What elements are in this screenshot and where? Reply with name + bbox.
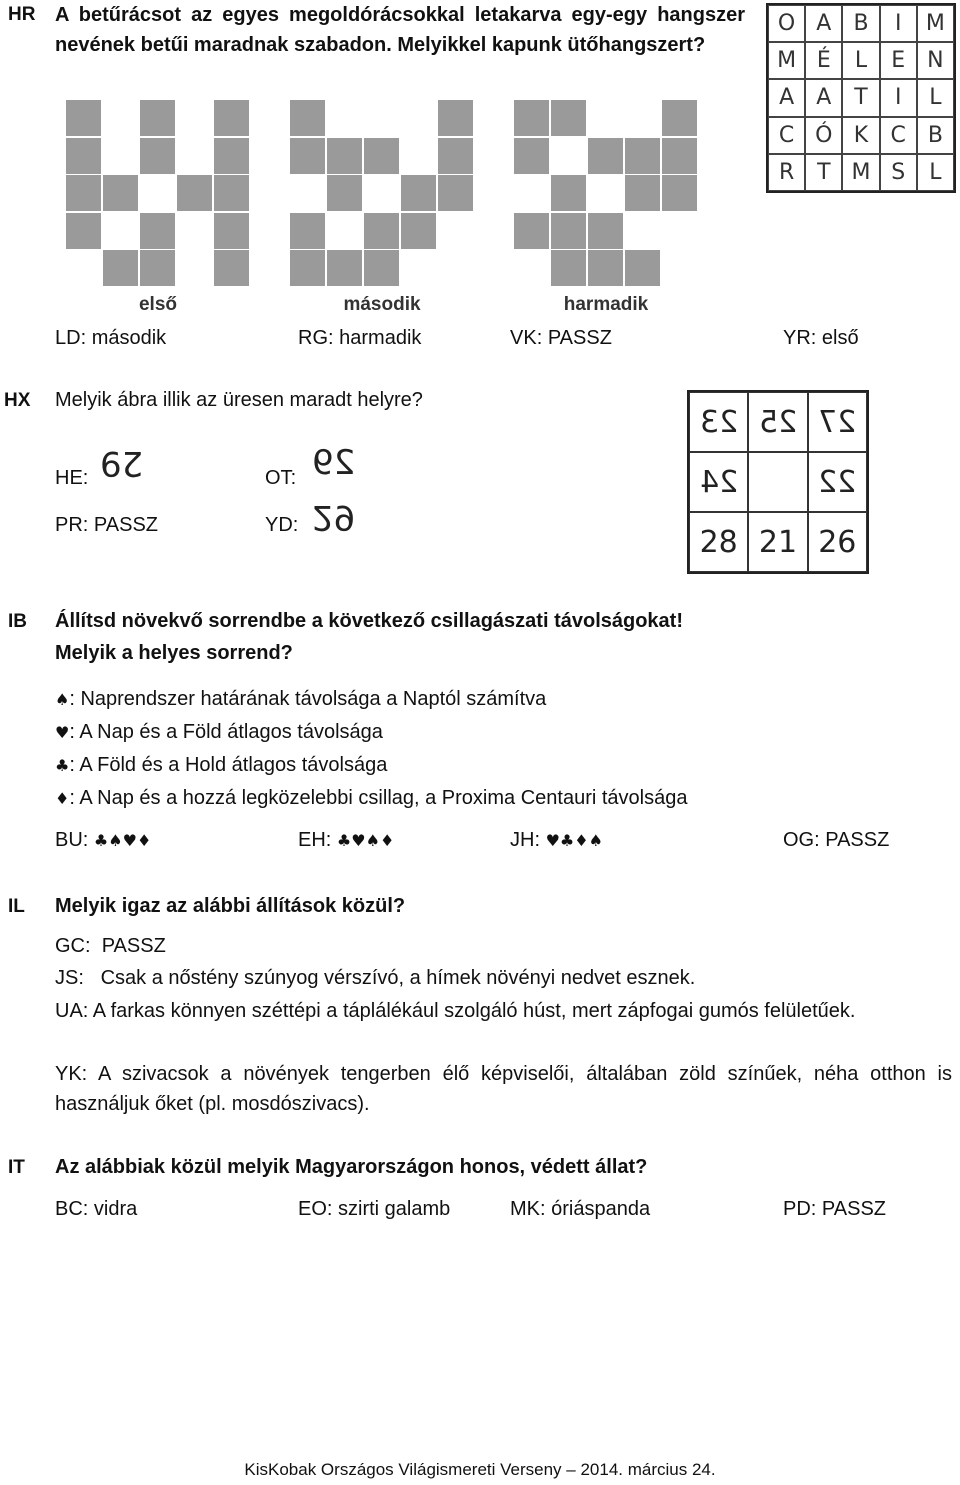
- answer-eh[interactable]: [298, 829, 394, 852]
- question-code-il: IL: [8, 896, 25, 917]
- mask-cell-open: [103, 213, 138, 249]
- letter-cell: R: [768, 154, 805, 191]
- answer-yr[interactable]: YR: első: [783, 327, 859, 349]
- letter-cell: T: [842, 79, 879, 116]
- mask-cell-covered: [214, 100, 249, 136]
- answer-og[interactable]: [783, 829, 889, 852]
- mask-cell-open: [625, 213, 660, 249]
- mask-cell-covered: [662, 100, 697, 136]
- letter-cell: L: [842, 42, 879, 79]
- letter-cell: K: [842, 117, 879, 154]
- mask-cell-open: [364, 100, 399, 136]
- answer-code: RG: [298, 327, 328, 349]
- letter-cell: L: [917, 79, 954, 116]
- letter-cell: É: [805, 42, 842, 79]
- number-cell: 25: [748, 392, 807, 452]
- mask-cell-open: [588, 175, 623, 211]
- answer-code: LD: [55, 327, 81, 349]
- mask-cell-open: [103, 138, 138, 174]
- mask-cell-covered: [214, 213, 249, 249]
- footer: KisKobak Országos Világismereti Verseny – 2014. március 24.: [244, 1460, 716, 1479]
- number-cell: 22: [808, 452, 867, 512]
- mask-grid-masodik: [290, 100, 475, 288]
- mask-cell-open: [140, 175, 175, 211]
- answer-code: PR: [55, 514, 83, 536]
- mask-cell-covered: [214, 250, 249, 286]
- mask-cell-covered: [103, 175, 138, 211]
- answer-code: PD:: [783, 1198, 817, 1220]
- mask-cell-covered: [140, 138, 175, 174]
- answer-text: szirti galamb: [338, 1198, 451, 1220]
- diamond-icon: ♦: [55, 789, 70, 808]
- number-cell: 26: [808, 512, 867, 572]
- number-cell: 21: [748, 512, 807, 572]
- letter-grid: [766, 3, 956, 193]
- answer-he-figure: 29: [100, 443, 144, 483]
- mask-cell-open: [327, 100, 362, 136]
- mask-cell-covered: [551, 250, 586, 286]
- answer-text: PASSZ: [825, 829, 890, 851]
- mask-cell-covered: [103, 250, 138, 286]
- item-text: : A Föld és a Hold átlagos távolsága: [69, 754, 388, 776]
- mask-cell-open: [364, 175, 399, 211]
- answer-code: EO:: [298, 1198, 333, 1220]
- mask-cell-open: [401, 138, 436, 174]
- answer-pd[interactable]: [783, 1198, 886, 1221]
- answer-code: JS:: [55, 967, 84, 989]
- number-cell: 27: [808, 392, 867, 452]
- mask-cell-open: [290, 175, 325, 211]
- answer-text: A farkas könnyen széttépi a táplálékául szolgáló húst, mert zápfogai gumós felületűek.: [92, 1000, 856, 1022]
- letter-cell: B: [917, 117, 954, 154]
- mask-cell-covered: [514, 138, 549, 174]
- mask-cell-covered: [66, 138, 101, 174]
- letter-cell: O: [768, 5, 805, 42]
- letter-cell: Ó: [805, 117, 842, 154]
- answer-text: Csak a nőstény szúnyog vérszívó, a hímek növényi nedvet esznek.: [100, 967, 696, 989]
- mask-cell-covered: [177, 175, 212, 211]
- answer-he[interactable]: HE:: [55, 467, 89, 489]
- answer-symbols: ♣♥♠♦: [336, 831, 395, 850]
- mask-cell-covered: [290, 213, 325, 249]
- letter-cell: B: [842, 5, 879, 42]
- mask-cell-covered: [214, 138, 249, 174]
- grid-title-masodik: második: [343, 294, 421, 315]
- mask-cell-covered: [140, 213, 175, 249]
- mask-cell-covered: [364, 250, 399, 286]
- answer-text: második: [91, 327, 167, 349]
- answer-code: VK: [510, 327, 537, 349]
- mask-cell-covered: [438, 175, 473, 211]
- answer-code: OG:: [783, 829, 820, 851]
- letter-cell: A: [805, 5, 842, 42]
- mask-cell-covered: [401, 175, 436, 211]
- mask-cell-covered: [514, 213, 549, 249]
- club-icon: ♣: [55, 756, 70, 775]
- mask-cell-covered: [625, 250, 660, 286]
- answer-text: harmadik: [339, 327, 422, 349]
- answer-code: BC:: [55, 1198, 89, 1220]
- answer-text: vidra: [93, 1198, 138, 1220]
- mask-cell-covered: [364, 213, 399, 249]
- letter-cell: A: [768, 79, 805, 116]
- mask-cell-covered: [551, 175, 586, 211]
- item-text: : Naprendszer határának távolsága a Naptól számítva: [69, 688, 547, 710]
- distance-item-spade: [55, 684, 546, 715]
- mask-cell-covered: [551, 100, 586, 136]
- distance-item-heart: [55, 717, 383, 748]
- distance-item-diamond: [55, 783, 687, 814]
- answer-text: PASSZ: [821, 1198, 886, 1220]
- answer-text: A szivacsok a növények tengerben élő képviselői, általában zöld színűek, néha otthon is használjuk őket (pl. mosdószivacs).: [55, 1063, 953, 1115]
- number-cell: 28: [689, 512, 748, 572]
- mask-cell-covered: [662, 175, 697, 211]
- answer-eo[interactable]: [298, 1198, 450, 1221]
- answer-yk[interactable]: [55, 1059, 952, 1119]
- letter-cell: C: [880, 117, 917, 154]
- answer-bu[interactable]: [55, 829, 151, 852]
- answer-yd-figure: 29: [312, 497, 356, 537]
- mask-cell-covered: [364, 138, 399, 174]
- mask-cell-open: [662, 213, 697, 249]
- answer-ld[interactable]: LD: második: [55, 327, 167, 349]
- item-text: : A Nap és a Föld átlagos távolsága: [69, 721, 383, 743]
- letter-cell: M: [768, 42, 805, 79]
- mask-cell-open: [103, 100, 138, 136]
- answer-code: JH:: [510, 829, 540, 851]
- answer-rg[interactable]: RG: harmadik: [298, 327, 422, 349]
- answer-code: YD: [265, 514, 293, 536]
- letter-cell: N: [917, 42, 954, 79]
- answer-text: PASSZ: [93, 514, 159, 536]
- mask-cell-covered: [625, 138, 660, 174]
- mask-cell-covered: [66, 175, 101, 211]
- mask-cell-covered: [290, 138, 325, 174]
- mask-cell-open: [401, 250, 436, 286]
- mask-cell-covered: [625, 175, 660, 211]
- mask-cell-covered: [438, 138, 473, 174]
- mask-cell-covered: [214, 175, 249, 211]
- mask-cell-covered: [438, 100, 473, 136]
- question-code-ib: IB: [8, 611, 27, 632]
- answer-text: PASSZ: [101, 935, 166, 957]
- letter-cell: M: [917, 5, 954, 42]
- letter-cell: L: [917, 154, 954, 191]
- mask-cell-open: [401, 100, 436, 136]
- mask-cell-open: [551, 138, 586, 174]
- question-title-il: Melyik igaz az alábbi állítások közül?: [55, 895, 406, 917]
- letter-cell: T: [805, 154, 842, 191]
- answer-text: első: [821, 327, 859, 349]
- distance-item-club: [55, 750, 387, 781]
- mask-cell-covered: [140, 250, 175, 286]
- answer-js[interactable]: [55, 967, 695, 990]
- number-cell-empty: [748, 452, 807, 512]
- mask-cell-open: [66, 250, 101, 286]
- letter-cell: A: [805, 79, 842, 116]
- answer-pr[interactable]: PR: PASSZ: [55, 514, 159, 536]
- mask-cell-covered: [290, 100, 325, 136]
- question-code-hr: HR: [8, 4, 36, 25]
- mask-cell-covered: [588, 250, 623, 286]
- answer-code: EH:: [298, 829, 332, 851]
- question-title-ib-line2: Melyik a helyes sorrend?: [55, 642, 293, 664]
- mask-cell-covered: [514, 100, 549, 136]
- question-code-it: IT: [8, 1157, 25, 1178]
- answer-code: YR: [783, 327, 811, 349]
- answer-gc[interactable]: [55, 935, 166, 958]
- answer-code: HE: [55, 467, 83, 489]
- mask-cell-open: [177, 250, 212, 286]
- letter-cell: I: [880, 79, 917, 116]
- grid-title-elso: első: [138, 294, 178, 315]
- mask-cell-open: [327, 213, 362, 249]
- answer-code: YK:: [55, 1063, 88, 1085]
- item-text: : A Nap és a hozzá legközelebbi csillag, a Proxima Centauri távolsága: [69, 787, 688, 809]
- answer-ot[interactable]: OT:: [265, 467, 297, 489]
- answer-code: GC:: [55, 935, 91, 957]
- mask-grid-harmadik: [514, 100, 699, 288]
- spade-icon: ♠: [55, 690, 70, 709]
- mask-cell-open: [177, 213, 212, 249]
- mask-cell-open: [177, 100, 212, 136]
- mask-cell-covered: [66, 213, 101, 249]
- number-cell: 24: [689, 452, 748, 512]
- question-title-ib-line1: Állítsd növekvő sorrendbe a következő csillagászati távolságokat!: [55, 610, 683, 632]
- answer-symbols: ♣♠♥♦: [93, 831, 152, 850]
- letter-cell: E: [880, 42, 917, 79]
- mask-cell-open: [438, 213, 473, 249]
- mask-cell-covered: [401, 213, 436, 249]
- answer-text: óriáspanda: [551, 1198, 651, 1220]
- answer-code: BU:: [55, 829, 89, 851]
- question-text-hr: A betűrácsot az egyes megoldórácsokkal letakarva egy-egy hangszer nevének betűi maradnak szabadon. Melyikkel kapunk ütőhangszert?: [55, 4, 745, 56]
- mask-cell-covered: [290, 250, 325, 286]
- mask-cell-open: [514, 175, 549, 211]
- mask-cell-open: [662, 250, 697, 286]
- answer-code: OT: [265, 467, 291, 489]
- answer-mk[interactable]: [510, 1198, 650, 1221]
- answer-code: UA:: [55, 1000, 89, 1022]
- letter-cell: M: [842, 154, 879, 191]
- answer-code: MK:: [510, 1198, 546, 1220]
- answer-ua[interactable]: [55, 996, 952, 1026]
- mask-cell-open: [177, 138, 212, 174]
- letter-cell: C: [768, 117, 805, 154]
- mask-cell-covered: [327, 175, 362, 211]
- mask-cell-covered: [66, 100, 101, 136]
- letter-cell: S: [880, 154, 917, 191]
- answer-vk[interactable]: VK: PASSZ: [510, 327, 612, 349]
- answer-ot-figure: 29: [312, 443, 356, 483]
- mask-cell-open: [625, 100, 660, 136]
- number-grid: [687, 390, 869, 574]
- heart-icon: ♥: [55, 723, 70, 742]
- question-code-hx: HX: [4, 390, 31, 411]
- question-text-hx: Melyik ábra illik az üresen maradt helyre?: [55, 389, 423, 411]
- mask-cell-covered: [327, 250, 362, 286]
- mask-cell-open: [438, 250, 473, 286]
- answer-yd[interactable]: YD:: [265, 514, 299, 536]
- mask-cell-open: [514, 250, 549, 286]
- answer-text: PASSZ: [547, 327, 612, 349]
- question-title-it: Az alábbiak közül melyik Magyarországon honos, védett állat?: [55, 1156, 648, 1178]
- grid-title-harmadik: harmadik: [563, 294, 649, 315]
- number-cell: 23: [689, 392, 748, 452]
- mask-cell-covered: [662, 138, 697, 174]
- mask-cell-covered: [551, 213, 586, 249]
- letter-cell: I: [880, 5, 917, 42]
- mask-cell-open: [588, 100, 623, 136]
- mask-cell-covered: [588, 138, 623, 174]
- mask-cell-covered: [140, 100, 175, 136]
- mask-cell-covered: [327, 138, 362, 174]
- mask-cell-covered: [588, 213, 623, 249]
- answer-jh[interactable]: [510, 829, 603, 852]
- answer-bc[interactable]: [55, 1198, 137, 1221]
- answer-symbols: ♥♣♦♠: [545, 831, 603, 850]
- mask-grid-elso: [66, 100, 251, 288]
